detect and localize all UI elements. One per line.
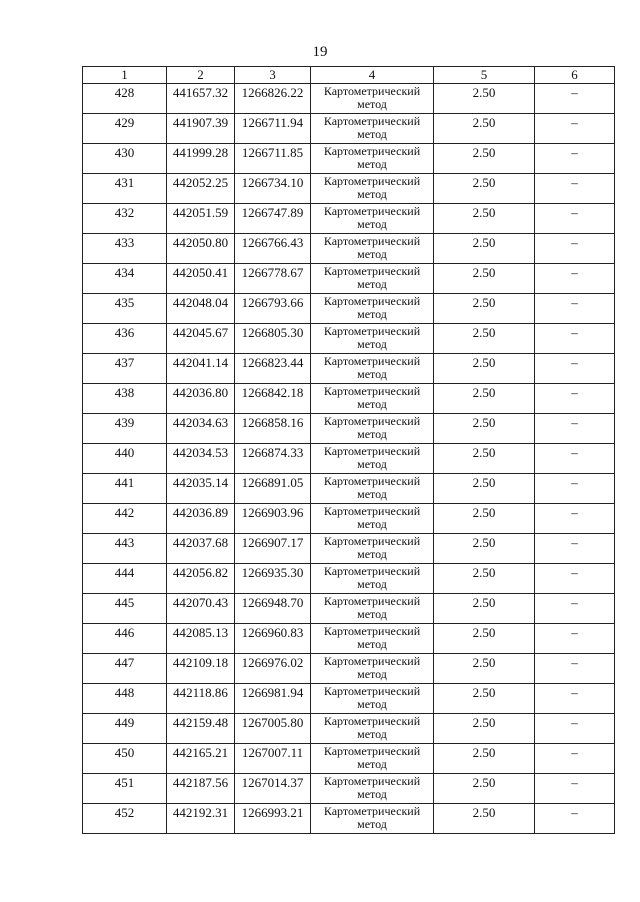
note-cell: – bbox=[535, 144, 615, 174]
note-cell: – bbox=[535, 294, 615, 324]
y-coordinate-cell: 1266907.17 bbox=[235, 534, 311, 564]
x-coordinate-cell: 441999.28 bbox=[167, 144, 235, 174]
point-number-cell: 440 bbox=[83, 444, 167, 474]
x-coordinate-cell: 442041.14 bbox=[167, 354, 235, 384]
x-coordinate-cell: 441907.39 bbox=[167, 114, 235, 144]
table-row bbox=[83, 444, 615, 474]
table-row bbox=[83, 564, 615, 594]
y-coordinate-cell: 1266711.85 bbox=[235, 144, 311, 174]
note-cell: – bbox=[535, 234, 615, 264]
accuracy-cell: 2.50 bbox=[434, 684, 535, 714]
note-cell: – bbox=[535, 264, 615, 294]
y-coordinate-cell: 1266747.89 bbox=[235, 204, 311, 234]
y-coordinate-cell: 1266734.10 bbox=[235, 174, 311, 204]
note-cell: – bbox=[535, 474, 615, 504]
note-cell: – bbox=[535, 324, 615, 354]
note-cell: – bbox=[535, 414, 615, 444]
x-coordinate-cell: 442050.41 bbox=[167, 264, 235, 294]
method-cell: Картометрический метод bbox=[311, 84, 434, 114]
table-row bbox=[83, 684, 615, 714]
y-coordinate-cell: 1266874.33 bbox=[235, 444, 311, 474]
x-coordinate-cell: 442109.18 bbox=[167, 654, 235, 684]
column-header: 4 bbox=[311, 67, 434, 84]
y-coordinate-cell: 1266935.30 bbox=[235, 564, 311, 594]
y-coordinate-cell: 1266891.05 bbox=[235, 474, 311, 504]
column-header: 6 bbox=[535, 67, 615, 84]
table-row bbox=[83, 294, 615, 324]
point-number-cell: 428 bbox=[83, 84, 167, 114]
point-number-cell: 434 bbox=[83, 264, 167, 294]
y-coordinate-cell: 1267005.80 bbox=[235, 714, 311, 744]
table-row bbox=[83, 324, 615, 354]
note-cell: – bbox=[535, 354, 615, 384]
point-number-cell: 444 bbox=[83, 564, 167, 594]
accuracy-cell: 2.50 bbox=[434, 414, 535, 444]
table-row bbox=[83, 204, 615, 234]
point-number-cell: 452 bbox=[83, 804, 167, 834]
accuracy-cell: 2.50 bbox=[434, 714, 535, 744]
x-coordinate-cell: 442187.56 bbox=[167, 774, 235, 804]
x-coordinate-cell: 442045.67 bbox=[167, 324, 235, 354]
x-coordinate-cell: 442036.89 bbox=[167, 504, 235, 534]
note-cell: – bbox=[535, 84, 615, 114]
method-cell: Картометрический метод bbox=[311, 654, 434, 684]
note-cell: – bbox=[535, 504, 615, 534]
column-header: 5 bbox=[434, 67, 535, 84]
accuracy-cell: 2.50 bbox=[434, 804, 535, 834]
point-number-cell: 433 bbox=[83, 234, 167, 264]
method-cell: Картометрический метод bbox=[311, 534, 434, 564]
note-cell: – bbox=[535, 564, 615, 594]
table-row bbox=[83, 264, 615, 294]
table-row bbox=[83, 144, 615, 174]
method-cell: Картометрический метод bbox=[311, 234, 434, 264]
accuracy-cell: 2.50 bbox=[434, 744, 535, 774]
table-header-row bbox=[83, 67, 615, 84]
point-number-cell: 432 bbox=[83, 204, 167, 234]
point-number-cell: 429 bbox=[83, 114, 167, 144]
table-row bbox=[83, 774, 615, 804]
table-row bbox=[83, 234, 615, 264]
x-coordinate-cell: 442036.80 bbox=[167, 384, 235, 414]
point-number-cell: 436 bbox=[83, 324, 167, 354]
y-coordinate-cell: 1266976.02 bbox=[235, 654, 311, 684]
x-coordinate-cell: 442034.53 bbox=[167, 444, 235, 474]
method-cell: Картометрический метод bbox=[311, 114, 434, 144]
y-coordinate-cell: 1266823.44 bbox=[235, 354, 311, 384]
y-coordinate-cell: 1266981.94 bbox=[235, 684, 311, 714]
note-cell: – bbox=[535, 804, 615, 834]
y-coordinate-cell: 1266826.22 bbox=[235, 84, 311, 114]
column-header: 1 bbox=[83, 67, 167, 84]
table-row bbox=[83, 594, 615, 624]
note-cell: – bbox=[535, 594, 615, 624]
accuracy-cell: 2.50 bbox=[434, 594, 535, 624]
note-cell: – bbox=[535, 654, 615, 684]
accuracy-cell: 2.50 bbox=[434, 504, 535, 534]
accuracy-cell: 2.50 bbox=[434, 444, 535, 474]
x-coordinate-cell: 442118.86 bbox=[167, 684, 235, 714]
x-coordinate-cell: 442048.04 bbox=[167, 294, 235, 324]
x-coordinate-cell: 442052.25 bbox=[167, 174, 235, 204]
page-number: 19 bbox=[312, 44, 328, 60]
note-cell: – bbox=[535, 714, 615, 744]
table-row bbox=[83, 534, 615, 564]
y-coordinate-cell: 1266960.83 bbox=[235, 624, 311, 654]
note-cell: – bbox=[535, 744, 615, 774]
accuracy-cell: 2.50 bbox=[434, 144, 535, 174]
accuracy-cell: 2.50 bbox=[434, 384, 535, 414]
point-number-cell: 451 bbox=[83, 774, 167, 804]
method-cell: Картометрический метод bbox=[311, 354, 434, 384]
method-cell: Картометрический метод bbox=[311, 384, 434, 414]
x-coordinate-cell: 442165.21 bbox=[167, 744, 235, 774]
table-row bbox=[83, 414, 615, 444]
point-number-cell: 442 bbox=[83, 504, 167, 534]
note-cell: – bbox=[535, 444, 615, 474]
point-number-cell: 445 bbox=[83, 594, 167, 624]
table-row bbox=[83, 114, 615, 144]
accuracy-cell: 2.50 bbox=[434, 654, 535, 684]
x-coordinate-cell: 442056.82 bbox=[167, 564, 235, 594]
x-coordinate-cell: 442050.80 bbox=[167, 234, 235, 264]
table-row bbox=[83, 744, 615, 774]
accuracy-cell: 2.50 bbox=[434, 264, 535, 294]
method-cell: Картометрический метод bbox=[311, 414, 434, 444]
x-coordinate-cell: 442037.68 bbox=[167, 534, 235, 564]
method-cell: Картометрический метод bbox=[311, 684, 434, 714]
column-header: 2 bbox=[167, 67, 235, 84]
point-number-cell: 447 bbox=[83, 654, 167, 684]
method-cell: Картометрический метод bbox=[311, 744, 434, 774]
point-number-cell: 450 bbox=[83, 744, 167, 774]
table-row bbox=[83, 804, 615, 834]
note-cell: – bbox=[535, 174, 615, 204]
method-cell: Картометрический метод bbox=[311, 594, 434, 624]
table-row bbox=[83, 624, 615, 654]
accuracy-cell: 2.50 bbox=[434, 624, 535, 654]
point-number-cell: 431 bbox=[83, 174, 167, 204]
table-row bbox=[83, 354, 615, 384]
x-coordinate-cell: 442159.48 bbox=[167, 714, 235, 744]
y-coordinate-cell: 1266766.43 bbox=[235, 234, 311, 264]
x-coordinate-cell: 442034.63 bbox=[167, 414, 235, 444]
table-row bbox=[83, 504, 615, 534]
accuracy-cell: 2.50 bbox=[434, 474, 535, 504]
method-cell: Картометрический метод bbox=[311, 504, 434, 534]
accuracy-cell: 2.50 bbox=[434, 234, 535, 264]
point-number-cell: 449 bbox=[83, 714, 167, 744]
point-number-cell: 443 bbox=[83, 534, 167, 564]
y-coordinate-cell: 1267014.37 bbox=[235, 774, 311, 804]
y-coordinate-cell: 1266858.16 bbox=[235, 414, 311, 444]
method-cell: Картометрический метод bbox=[311, 324, 434, 354]
x-coordinate-cell: 441657.32 bbox=[167, 84, 235, 114]
table-row bbox=[83, 714, 615, 744]
point-number-cell: 430 bbox=[83, 144, 167, 174]
accuracy-cell: 2.50 bbox=[434, 294, 535, 324]
column-header: 3 bbox=[235, 67, 311, 84]
note-cell: – bbox=[535, 534, 615, 564]
y-coordinate-cell: 1266711.94 bbox=[235, 114, 311, 144]
y-coordinate-cell: 1267007.11 bbox=[235, 744, 311, 774]
accuracy-cell: 2.50 bbox=[434, 174, 535, 204]
method-cell: Картометрический метод bbox=[311, 774, 434, 804]
table-row bbox=[83, 84, 615, 114]
method-cell: Картометрический метод bbox=[311, 444, 434, 474]
method-cell: Картометрический метод bbox=[311, 294, 434, 324]
y-coordinate-cell: 1266903.96 bbox=[235, 504, 311, 534]
y-coordinate-cell: 1266778.67 bbox=[235, 264, 311, 294]
point-number-cell: 439 bbox=[83, 414, 167, 444]
accuracy-cell: 2.50 bbox=[434, 84, 535, 114]
x-coordinate-cell: 442085.13 bbox=[167, 624, 235, 654]
note-cell: – bbox=[535, 114, 615, 144]
x-coordinate-cell: 442035.14 bbox=[167, 474, 235, 504]
method-cell: Картометрический метод bbox=[311, 624, 434, 654]
point-number-cell: 435 bbox=[83, 294, 167, 324]
coordinates-table bbox=[82, 66, 615, 834]
method-cell: Картометрический метод bbox=[311, 474, 434, 504]
accuracy-cell: 2.50 bbox=[434, 534, 535, 564]
note-cell: – bbox=[535, 624, 615, 654]
table-row bbox=[83, 654, 615, 684]
note-cell: – bbox=[535, 204, 615, 234]
x-coordinate-cell: 442070.43 bbox=[167, 594, 235, 624]
table-row bbox=[83, 174, 615, 204]
x-coordinate-cell: 442192.31 bbox=[167, 804, 235, 834]
note-cell: – bbox=[535, 384, 615, 414]
method-cell: Картометрический метод bbox=[311, 804, 434, 834]
point-number-cell: 441 bbox=[83, 474, 167, 504]
y-coordinate-cell: 1266805.30 bbox=[235, 324, 311, 354]
x-coordinate-cell: 442051.59 bbox=[167, 204, 235, 234]
note-cell: – bbox=[535, 774, 615, 804]
y-coordinate-cell: 1266993.21 bbox=[235, 804, 311, 834]
point-number-cell: 438 bbox=[83, 384, 167, 414]
note-cell: – bbox=[535, 684, 615, 714]
method-cell: Картометрический метод bbox=[311, 714, 434, 744]
accuracy-cell: 2.50 bbox=[434, 204, 535, 234]
table-row bbox=[83, 474, 615, 504]
point-number-cell: 437 bbox=[83, 354, 167, 384]
accuracy-cell: 2.50 bbox=[434, 774, 535, 804]
point-number-cell: 448 bbox=[83, 684, 167, 714]
y-coordinate-cell: 1266842.18 bbox=[235, 384, 311, 414]
point-number-cell: 446 bbox=[83, 624, 167, 654]
accuracy-cell: 2.50 bbox=[434, 114, 535, 144]
table-row bbox=[83, 384, 615, 414]
y-coordinate-cell: 1266948.70 bbox=[235, 594, 311, 624]
method-cell: Картометрический метод bbox=[311, 174, 434, 204]
accuracy-cell: 2.50 bbox=[434, 324, 535, 354]
method-cell: Картометрический метод bbox=[311, 564, 434, 594]
method-cell: Картометрический метод bbox=[311, 144, 434, 174]
y-coordinate-cell: 1266793.66 bbox=[235, 294, 311, 324]
method-cell: Картометрический метод bbox=[311, 264, 434, 294]
accuracy-cell: 2.50 bbox=[434, 564, 535, 594]
method-cell: Картометрический метод bbox=[311, 204, 434, 234]
accuracy-cell: 2.50 bbox=[434, 354, 535, 384]
